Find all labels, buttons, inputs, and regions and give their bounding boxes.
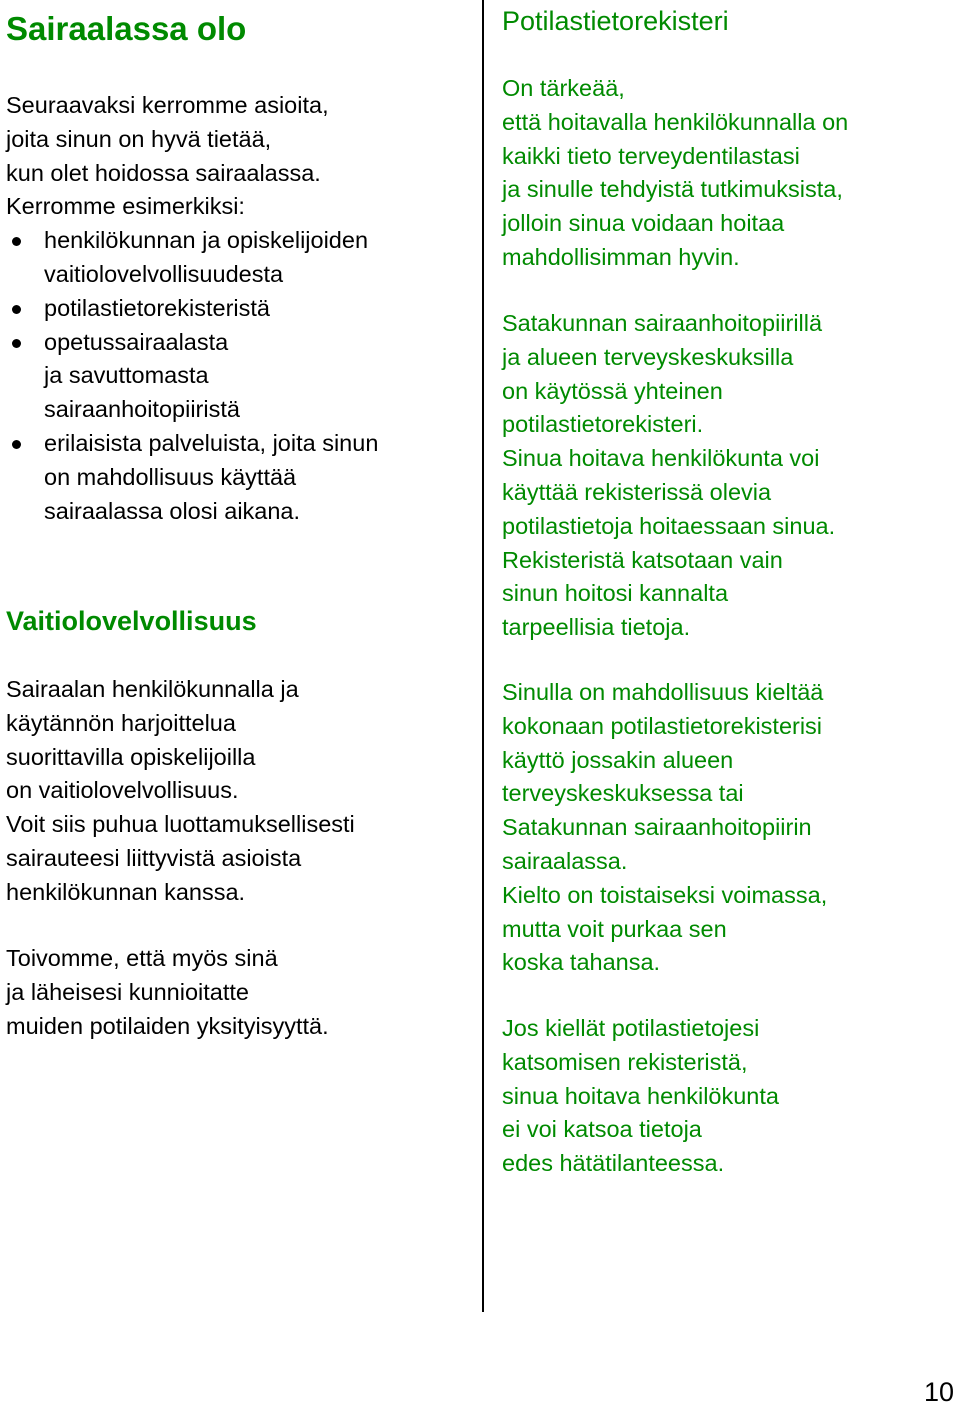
register-paragraph-3 (502, 676, 827, 980)
bullet-icon (12, 237, 21, 246)
paragraph-line: mahdollisimman hyvin. (502, 243, 740, 270)
paragraph-line: Rekisteristä katsotaan vain (502, 546, 783, 573)
paragraph-line: potilastietorekisteri. (502, 411, 704, 438)
paragraph-line: käyttö jossakin alueen (502, 746, 734, 773)
paragraph-line: sinun hoitosi kannalta (502, 580, 729, 607)
paragraph-line: mutta voit purkaa sen (502, 915, 727, 942)
paragraph-line: Sinulla on mahdollisuus kieltää (502, 679, 824, 705)
paragraph-line: ja läheisesi kunnioitatte (6, 978, 249, 1005)
list-item-line: potilastietorekisteristä (44, 294, 270, 321)
list-item-line: ja savuttomasta (44, 362, 209, 389)
paragraph-line: Kielto on toistaiseksi voimassa, (502, 881, 828, 908)
intro-line: Seuraavaksi kerromme asioita, (6, 92, 329, 118)
paragraph-line: käyttää rekisterissä olevia (502, 478, 772, 505)
list-item-line: sairaanhoitopiiristä (44, 396, 240, 423)
list-item-line: henkilökunnan ja opiskelijoiden (44, 227, 369, 254)
paragraph-line: Satakunnan sairaanhoitopiirillä (502, 310, 823, 336)
list-item (6, 326, 378, 427)
paragraph-line: koska tahansa. (502, 949, 661, 976)
list-item-line: on mahdollisuus käyttää (44, 463, 297, 490)
bullet-icon (12, 440, 21, 449)
list-item (6, 427, 378, 528)
paragraph-line: edes hätätilanteessa. (502, 1150, 725, 1177)
paragraph-line: on käytössä yhteinen (502, 377, 723, 404)
bullet-icon (12, 305, 21, 314)
paragraph-line: ei voi katsoa tietoja (502, 1116, 702, 1143)
list-item-line: vaitiolovelvollisuudesta (44, 260, 284, 287)
paragraph-line: sairauteesi liittyvistä asioista (6, 844, 302, 871)
register-paragraph-2 (502, 307, 835, 645)
page-title: Sairaalassa olo (6, 10, 247, 47)
paragraph-line: käytännön harjoittelua (6, 709, 236, 736)
intro-paragraph (6, 89, 378, 528)
column-divider (482, 0, 484, 1312)
paragraph-line: Satakunnan sairaanhoitopiirin (502, 814, 812, 841)
paragraph-line: sinua hoitava henkilökunta (502, 1082, 779, 1109)
privacy-paragraph (6, 942, 329, 1043)
list-item (6, 292, 378, 326)
paragraph-line: Jos kiellät potilastietojesi (502, 1015, 760, 1041)
list-item (6, 224, 378, 292)
paragraph-line: Toivomme, että myös sinä (6, 945, 278, 971)
paragraph-line: ja sinulle tehdyistä tutkimuksista, (502, 176, 843, 203)
paragraph-line: jolloin sinua voidaan hoitaa (502, 210, 785, 237)
paragraph-line: kaikki tieto terveydentilastasi (502, 142, 800, 169)
intro-line: Kerromme esimerkiksi: (6, 193, 245, 220)
paragraph-line: terveyskeskuksessa tai (502, 780, 744, 807)
section-heading-patient-register: Potilastietorekisteri (502, 6, 729, 36)
register-paragraph-4 (502, 1012, 779, 1181)
paragraph-line: että hoitavalla henkilökunnalla on (502, 108, 849, 135)
paragraph-line: Sairaalan henkilökunnalla ja (6, 676, 299, 702)
paragraph-line: potilastietoja hoitaessaan sinua. (502, 512, 836, 539)
register-paragraph-1 (502, 72, 848, 275)
confidentiality-paragraph (6, 673, 355, 910)
paragraph-line: Voit siis puhua luottamuksellisesti (6, 811, 355, 838)
paragraph-line: katsomisen rekisteristä, (502, 1048, 748, 1075)
bullet-icon (12, 339, 21, 348)
page-number: 10 (923, 1377, 954, 1407)
paragraph-line: on vaitiolovelvollisuus. (6, 777, 239, 804)
list-item-line: opetussairaalasta (44, 328, 229, 355)
list-item-line: erilaisista palveluista, joita sinun (44, 429, 379, 456)
paragraph-line: Sinua hoitava henkilökunta voi (502, 445, 820, 472)
paragraph-line: On tärkeää, (502, 75, 625, 101)
paragraph-line: suorittavilla opiskelijoilla (6, 743, 256, 770)
intro-line: joita sinun on hyvä tietää, (6, 125, 272, 152)
paragraph-line: tarpeellisia tietoja. (502, 614, 691, 641)
paragraph-line: kokonaan potilastietorekisterisi (502, 712, 823, 739)
list-item-line: sairaalassa olosi aikana. (44, 497, 301, 524)
intro-line: kun olet hoidossa sairaalassa. (6, 159, 321, 186)
paragraph-line: henkilökunnan kanssa. (6, 878, 246, 905)
topic-list (6, 224, 378, 528)
paragraph-line: sairaalassa. (502, 847, 628, 874)
paragraph-line: ja alueen terveyskeskuksilla (502, 343, 794, 370)
section-heading-confidentiality: Vaitiolovelvollisuus (6, 606, 257, 636)
paragraph-line: muiden potilaiden yksityisyyttä. (6, 1012, 329, 1039)
